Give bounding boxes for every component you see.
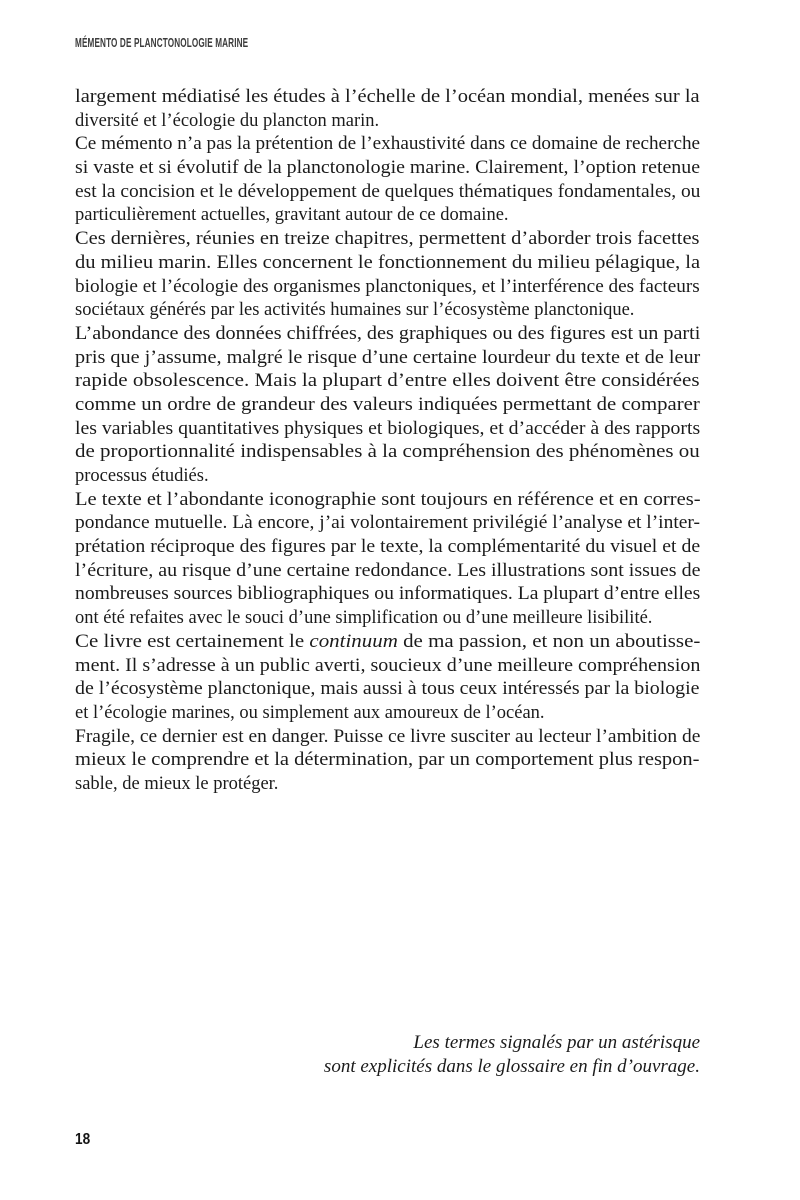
text-line: L’abondance des données chiffrées, des graphiques ou des figures est un parti — [75, 323, 701, 344]
text-line: et l’écologie marines, ou simplement aux amoureux de l’océan. — [75, 702, 545, 723]
text-line: Le texte et l’abondante iconographie sont toujours en référence et en corres- — [75, 489, 701, 510]
text-line: Ces dernières, réunies en treize chapitres, permettent d’aborder trois facettes — [75, 229, 700, 250]
text-line: les variables quantitatives physiques et biologiques, et d’accéder à des rapports — [75, 418, 701, 439]
glossary-note-line: Les termes signalés par un astérisque — [413, 1032, 700, 1053]
text-line: nombreuses sources bibliographiques ou informatiques. La plupart d’entre elles — [75, 584, 701, 605]
text-line: ment. Il s’adresse à un public averti, soucieux d’une meilleure compréhension — [75, 655, 701, 676]
text-line: de proportionnalité indispensables à la compréhension des phénomènes ou — [75, 442, 700, 463]
text-line: ont été refaites avec le souci d’une simplification ou d’une meilleure lisibilité. — [75, 608, 653, 629]
text-line: rapide obsolescence. Mais la plupart d’entre elles doivent être considérées — [75, 371, 700, 392]
text-line: est la concision et le développement de quelques thématiques fondamentales, ou — [75, 181, 701, 202]
paragraph — [75, 228, 700, 323]
text-line: sable, de mieux le protéger. — [75, 773, 279, 794]
text-line: Ce livre est certainement le continuum de ma passion, et non un aboutisse- — [75, 631, 701, 652]
text-line: l’écriture, au risque d’une certaine redondance. Les illustrations sont issues de — [75, 560, 701, 581]
text-line: du milieu marin. Elles concernent le fonctionnement du milieu pélagique, la — [75, 252, 701, 273]
text-line: pris que j’assume, malgré le risque d’une certaine lourdeur du texte et de leur — [75, 347, 701, 368]
text-line: mieux le comprendre et la détermination, par un comportement plus respon- — [75, 750, 700, 771]
text-line: Ce mémento n’a pas la prétention de l’exhaustivité dans ce domaine de recherche — [75, 134, 701, 155]
text-line: prétation réciproque des figures par le texte, la complémentarité du visuel et de — [75, 537, 701, 558]
body-text — [75, 86, 700, 797]
page-number: 18 — [75, 1131, 91, 1148]
text-line: particulièrement actuelles, gravitant autour de ce domaine. — [75, 205, 509, 226]
paragraph — [75, 726, 700, 797]
paragraph — [75, 86, 700, 133]
text-line: si vaste et si évolutif de la planctonologie marine. Clairement, l’option retenue — [75, 158, 701, 179]
paragraph — [75, 631, 700, 726]
paragraph — [75, 323, 700, 489]
text-line: comme un ordre de grandeur des valeurs indiquées permettant de comparer — [75, 394, 700, 415]
glossary-note — [75, 1031, 700, 1079]
text-line: pondance mutuelle. Là encore, j’ai volontairement privilégié l’analyse et l’inter- — [75, 513, 700, 534]
text-line: diversité et l’écologie du plancton marin. — [75, 110, 380, 131]
text-line: sociétaux générés par les activités humaines sur l’écosystème planctonique. — [75, 300, 635, 321]
text-line: de l’écosystème planctonique, mais aussi à tous ceux intéressés par la biologie — [75, 679, 700, 700]
text-line: biologie et l’écologie des organismes planctoniques, et l’interférence des facteurs — [75, 276, 700, 297]
running-header: MÉMENTO DE PLANCTONOLOGIE MARINE — [75, 35, 249, 50]
text-line: largement médiatisé les études à l’échelle de l’océan mondial, menées sur la — [75, 87, 700, 107]
glossary-note-line: sont explicités dans le glossaire en fin d’ouvrage. — [323, 1056, 700, 1077]
paragraph — [75, 489, 700, 631]
paragraph — [75, 133, 700, 228]
text-line: processus étudiés. — [75, 466, 209, 486]
text-line: Fragile, ce dernier est en danger. Puisse ce livre susciter au lecteur l’ambition de — [75, 726, 701, 747]
